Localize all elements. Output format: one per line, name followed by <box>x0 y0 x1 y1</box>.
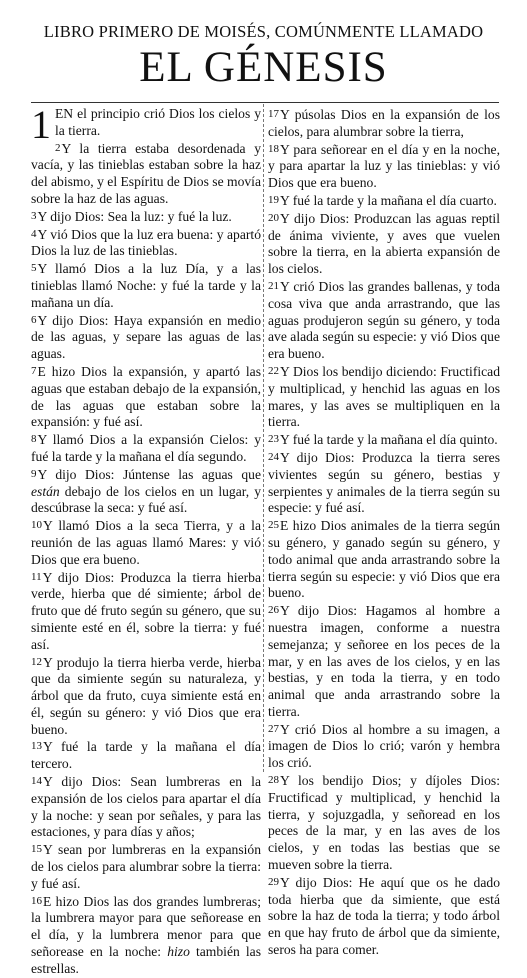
verse <box>268 210 500 278</box>
verse-text: EN el principio crió Dios los cielos y la tierra. <box>55 106 261 138</box>
verse-number: 21 <box>268 279 279 292</box>
verse-text: Y llamó Dios a la seca Tierra, y a la reunión de las aguas llamó Mares: y vió Dios que era bueno. <box>31 518 261 567</box>
column-divider <box>263 104 264 772</box>
verse <box>31 260 261 311</box>
verse-text: Y produjo la tierra hierba verde, hierba que da simiente según su naturaleza, y árbol que da fruto, cuya simiente está en él, según su género: y vió Dios que era bueno. <box>31 654 261 737</box>
verse-number: 15 <box>31 843 42 856</box>
verse-text: Y crió Dios las grandes ballenas, y toda cosa viva que anda arrastrando, que las aguas produjeron según su género, y toda ave alada según su especie: y vió Dios que era bueno. <box>268 278 500 362</box>
header-rule <box>31 102 499 103</box>
verse <box>268 602 500 721</box>
verse <box>268 721 500 772</box>
verse <box>31 773 261 841</box>
verse-number: 2 <box>55 141 61 154</box>
book-subtitle: LIBRO PRIMERO DE MOISÉS, COMÚNMENTE LLAMADO <box>43 22 484 41</box>
verse <box>268 106 500 141</box>
verse <box>268 874 500 959</box>
verse-number: 13 <box>31 740 42 753</box>
verse-text: Y dijo Dios: Produzca la tierra seres vivientes según su género, bestias y serpientes y animales de la tierra según su especie: y fué así. <box>268 449 500 516</box>
verse-text: Y Dios los bendijo diciendo: Fructificad y multiplicad, y henchid las aguas en los mares, y las aves se multipliquen en la tierra. <box>268 363 500 430</box>
verse <box>268 517 500 602</box>
verse-number: 11 <box>31 570 42 583</box>
verse-number: 23 <box>268 433 279 446</box>
verse-number: 18 <box>268 142 279 155</box>
verse <box>31 738 261 773</box>
verse-text-italic: están <box>31 483 60 499</box>
verse-number: 10 <box>31 519 42 532</box>
verse-text: Y dijo Dios: Haya expansión en medio de las aguas, y separe las aguas de las aguas. <box>31 312 261 362</box>
verse-text: Y fué la tarde y la mañana el día quinto. <box>280 432 498 448</box>
verse-text: Y dijo Dios: Hagamos al hombre a nuestra imagen, conforme a nuestra semejanza; y señoree en los peces de la mar, y en las aves de los cielos, y en las bestias, y en toda la tierra, y en todo animal que anda arrastrando sobre la tierra. <box>268 603 500 719</box>
verse <box>31 517 261 568</box>
verse-number: 3 <box>31 209 37 222</box>
verse <box>31 363 261 431</box>
verse <box>268 449 500 517</box>
verse <box>31 226 261 261</box>
verse-number: 26 <box>268 604 279 617</box>
verse-text: Y los bendijo Dios; y díjoles Dios: Fructificad y multiplicad, y henchid la tierra, y sojuzgadla, y señoread en los peces de la mar, y en las aves de los cielos, y en todas las bestias que se mueven sobre la tierra. <box>268 773 500 873</box>
verse-text: Y dijo Dios: Sea la luz: y fué la luz. <box>37 208 232 224</box>
verse-text: debajo de los cielos en un lugar, y descúbrase la seca: y fué así. <box>31 483 261 516</box>
verse <box>31 312 261 363</box>
verse-text: E hizo Dios las dos grandes lumbreras; la lumbrera mayor para que señorease en el día, y la lumbrera menor para que señorease en la noche: <box>31 893 261 960</box>
verse-text: Y llamó Dios a la expansión Cielos: y fué la tarde y la mañana el día segundo. <box>31 432 261 464</box>
verse-text: Y llamó Dios a la luz Día, y a las tinieblas llamó Noche: y fué la tarde y la mañana un día. <box>31 261 261 310</box>
verse-text: también las estrellas. <box>31 944 262 976</box>
verse <box>31 140 261 208</box>
verse <box>268 141 500 192</box>
verse-text: Y dijo Dios: He aquí que os he dado toda hierba que da simiente, que está sobre la haz de toda la tierra; y todo árbol en que hay fruto de árbol que da simiente, seros ha para comer. <box>268 874 500 958</box>
book-title: EL GÉNESIS <box>139 44 388 91</box>
verse-number: 5 <box>31 262 37 275</box>
verse-text: Y fué la tarde y la mañana el día tercero. <box>31 739 261 772</box>
verse-text: Y dijo Dios: Produzca la tierra hierba verde, hierba que dé simiente; árbol de fruto que dé fruto según su género, que su simiente esté en él, sobre la tierra: y fué así. <box>31 569 261 652</box>
verse <box>268 363 500 431</box>
verse <box>268 772 500 874</box>
verse-number: 8 <box>31 433 37 446</box>
verse-text: Y dijo Dios: Sean lumbreras en la expansión de los cielos para apartar el día y la noche: y sean por señales, y para las estaciones, y para días y años; <box>31 774 261 840</box>
verse <box>31 654 261 739</box>
verse-text-italic: hizo <box>167 944 190 960</box>
verse-text: E hizo Dios animales de la tierra según su género, y ganado según su género, y todo animal que anda arrastrando sobre la tierra según su especie: y vió Dios que era bueno. <box>268 518 500 601</box>
verse-number: 14 <box>31 775 42 788</box>
verse <box>31 841 261 892</box>
verse-text: Y dijo Dios: Produzcan las aguas reptil de ánima viviente, y aves que vuelen sobre la tierra, en la abierta expansión de los cielos. <box>268 210 500 277</box>
verse-number: 22 <box>268 364 279 377</box>
verse <box>31 569 261 654</box>
verse-text: Y para señorear en el día y en la noche, y para apartar la luz y las tinieblas: y vió Dios que era bueno. <box>268 141 500 191</box>
verse-text: Y púsolas Dios en la expansión de los cielos, para alumbrar sobre la tierra, <box>268 107 500 139</box>
verse-number: 16 <box>31 894 42 907</box>
verse-number: 17 <box>268 108 279 120</box>
verse-number: 4 <box>31 227 37 240</box>
verse <box>31 466 261 517</box>
verse-number: 20 <box>268 211 279 224</box>
verse-number: 28 <box>268 774 279 787</box>
verse-number: 25 <box>268 519 279 532</box>
verse-number: 6 <box>31 313 37 326</box>
verse-number: 12 <box>31 655 42 668</box>
verse-text: Y vió Dios que la luz era buena: y apartó Dios la luz de las tinieblas. <box>31 226 261 259</box>
chapter-number: 1 <box>31 102 51 147</box>
verse-text: Y sean por lumbreras en la expansión de los cielos para alumbrar sobre la tierra: y fué así. <box>31 842 261 891</box>
verse-number: 9 <box>31 467 37 480</box>
verse-text: E hizo Dios la expansión, y apartó las aguas que estaban debajo de la expansión, de las aguas que estaban sobre la expansión: y fué así. <box>31 363 261 430</box>
verse-number: 7 <box>31 364 37 377</box>
verse-number: 19 <box>268 193 279 206</box>
verse <box>268 431 500 449</box>
verse-number: 27 <box>268 722 279 735</box>
verse <box>31 431 261 466</box>
verse-text: Y la tierra estaba desordenada y vacía, y las tinieblas estaban sobre la haz del abismo, y el Espíritu de Dios se movía sobre la haz de las aguas. <box>31 140 261 206</box>
verse-number: 29 <box>268 875 279 888</box>
verse <box>268 192 500 210</box>
verse-text: Y fué la tarde y la mañana el día cuarto. <box>280 192 497 208</box>
verse-text: Y crió Dios al hombre a su imagen, a imagen de Dios lo crió; varón y hembra los crió. <box>268 721 500 771</box>
right-column <box>268 106 500 958</box>
verse <box>31 102 261 147</box>
verse-number: 24 <box>268 450 279 463</box>
verse <box>31 893 261 978</box>
left-column <box>31 102 262 976</box>
verse <box>31 208 261 226</box>
verse-text: Y dijo Dios: Júntense las aguas que <box>37 466 261 482</box>
verse <box>268 278 500 363</box>
